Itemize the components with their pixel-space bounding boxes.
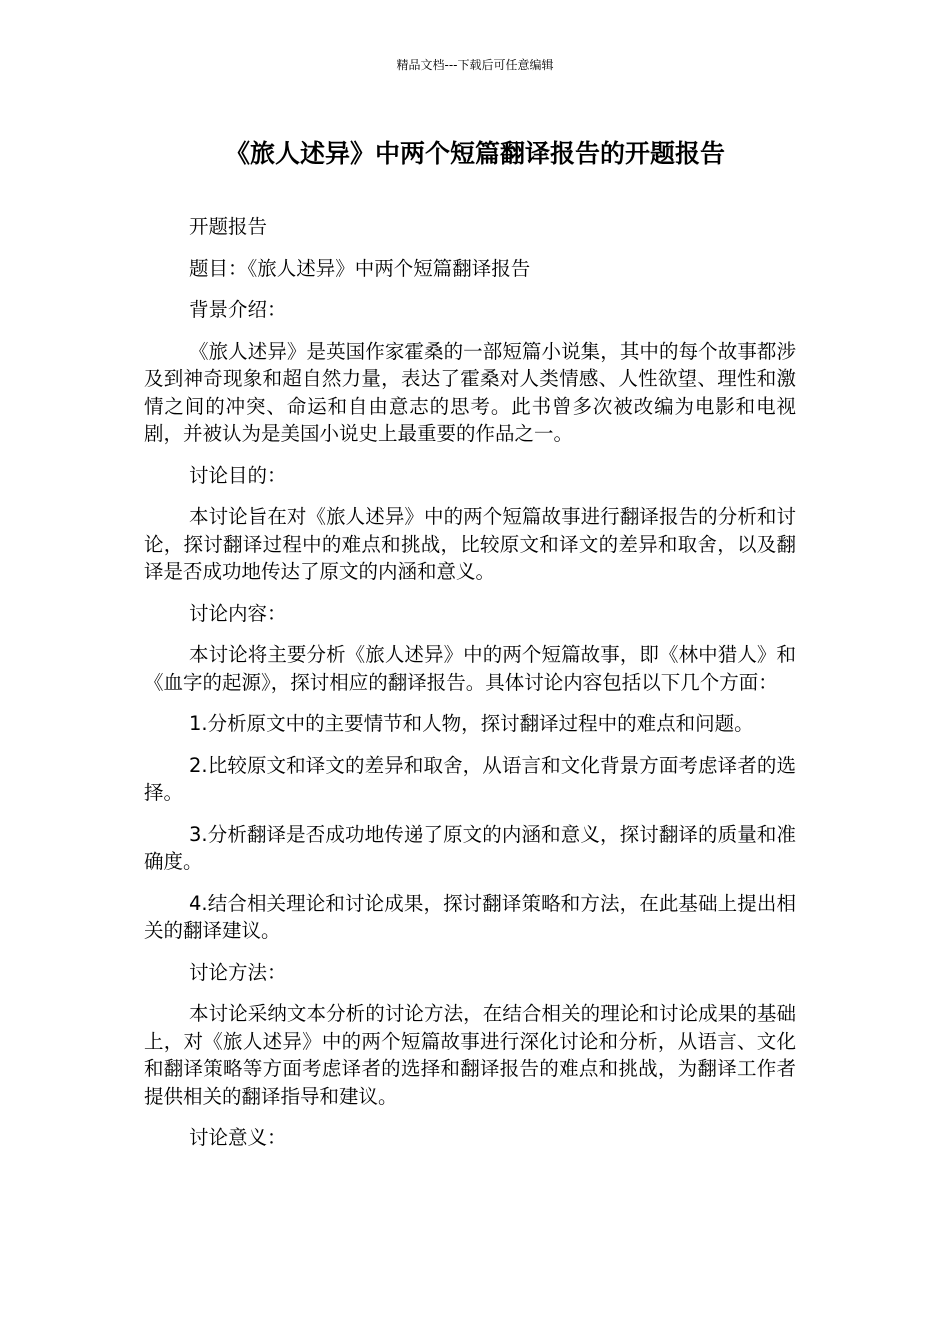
paragraph-topic: 题目：《旅人述异》中两个短篇翻译报告 [189,256,531,280]
page-header-note: 精品文档---下载后可任意编辑 [396,58,554,72]
list-item-3: 3.分析翻译是否成功地传递了原文的内涵和意义，探讨翻译的质量和准确度。 [144,822,796,873]
list-item-4: 4.结合相关理论和讨论成果，探讨翻译策略和方法，在此基础上提出相关的翻译建议。 [144,891,796,942]
section-heading-purpose: 讨论目的： [189,463,287,487]
paragraph-purpose: 本讨论旨在对《旅人述异》中的两个短篇故事进行翻译报告的分析和讨论，探讨翻译过程中的难点和挑战，比较原文和译文的差异和取舍，以及翻译是否成功地传达了原文的内涵和意义。 [144,505,796,583]
section-heading-significance: 讨论意义： [189,1126,287,1149]
document-title: 《旅人述异》中两个短篇翻译报告的开题报告 [224,139,725,168]
paragraph-heading-report: 开题报告 [189,215,268,238]
section-heading-background: 背景介绍： [189,298,287,321]
paragraph-content: 本讨论将主要分析《旅人述异》中的两个短篇故事，即《林中猎人》和《血字的起源》，探讨相应的翻译报告。具体讨论内容包括以下几个方面： [144,643,796,694]
document-body [144,213,796,1166]
section-heading-content: 讨论内容： [189,601,287,625]
list-item-2: 2.比较原文和译文的差异和取舍，从语言和文化背景方面考虑译者的选择。 [144,753,796,804]
paragraph-background: 《旅人述异》是英国作家霍桑的一部短篇小说集，其中的每个故事都涉及到神奇现象和超自然力量，表达了霍桑对人类情感、人性欲望、理性和激情之间的冲突、命运和自由意志的思考。此书曾多次被改编为电影和电视剧，并被认为是美国小说史上最重要的作品之一。 [144,339,796,445]
paragraph-method: 本讨论采纳文本分析的讨论方法，在结合相关的理论和讨论成果的基础上，对《旅人述异》中的两个短篇故事进行深化讨论和分析，从语言、文化和翻译策略等方面考虑译者的选择和翻译报告的难点和挑战，为翻译工作者提供相关的翻译指导和建议。 [144,1002,796,1108]
section-heading-method: 讨论方法： [189,960,287,984]
list-item-1: 1.分析原文中的主要情节和人物，探讨翻译过程中的难点和问题。 [189,712,754,735]
